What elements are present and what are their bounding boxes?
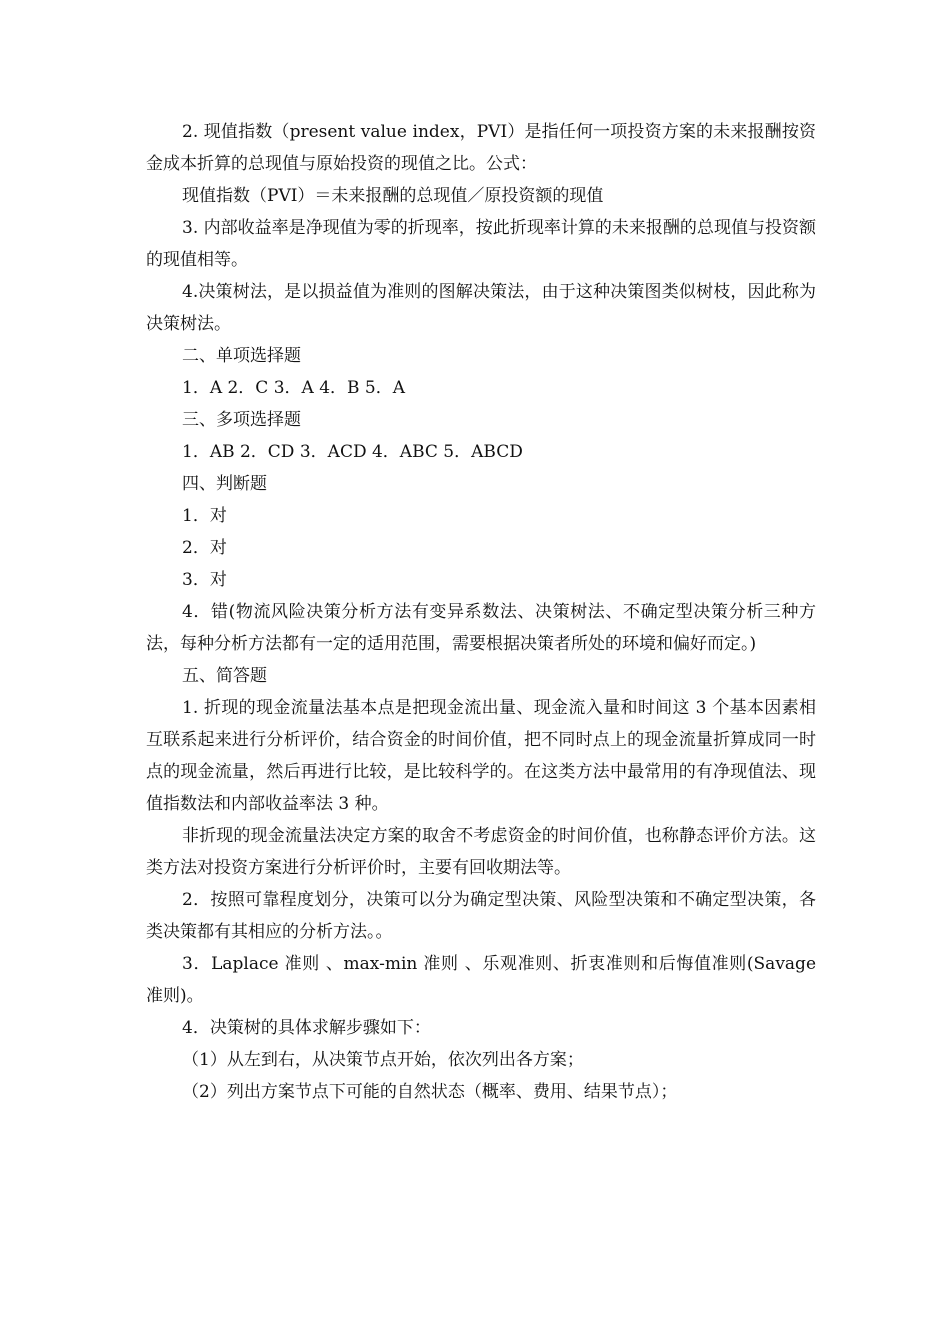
answers-single-choice: 1．A 2．C 3．A 4．B 5．A <box>182 378 406 398</box>
paragraph-pvi-definition: 2. 现值指数（present value index，PVI）是指任何一项投资方案的未来报酬按资金成本折算的总现值与原始投资的现值之比。公式： <box>146 122 816 174</box>
paragraph-irr-definition: 3. 内部收益率是净现值为零的折现率，按此折现率计算的未来报酬的总现值与投资额的现值相等。 <box>146 218 816 270</box>
answer-true-false-3: 3．对 <box>182 570 227 590</box>
paragraph-pvi-formula: 现值指数（PVI）＝未来报酬的总现值／原投资额的现值 <box>182 186 604 206</box>
section-heading-single-choice: 二、单项选择题 <box>182 346 301 366</box>
section-heading-short-answer: 五、简答题 <box>182 666 267 686</box>
answer-short-1-non-discounted: 非折现的现金流量法决定方案的取舍不考虑资金的时间价值，也称静态评价方法。这类方法对投资方案进行分析评价时，主要有回收期法等。 <box>146 826 816 878</box>
answer-short-4-step-2: （2）列出方案节点下可能的自然状态（概率、费用、结果节点）； <box>182 1082 678 1102</box>
answer-short-4-step-1: （1）从左到右，从决策节点开始，依次列出各方案； <box>182 1050 584 1070</box>
answer-true-false-2: 2．对 <box>182 538 227 558</box>
answer-true-false-4: 4．错(物流风险决策分析方法有变异系数法、决策树法、不确定型决策分析三种方法，每种分析方法都有一定的适用范围，需要根据决策者所处的环境和偏好而定。) <box>146 602 816 654</box>
answers-multiple-choice: 1．AB 2．CD 3．ACD 4．ABC 5．ABCD <box>182 442 523 462</box>
document-body <box>146 116 816 1108</box>
answer-short-4-intro: 4．决策树的具体求解步骤如下： <box>182 1018 431 1038</box>
section-heading-multiple-choice: 三、多项选择题 <box>182 410 301 430</box>
answer-short-3: 3．Laplace 准则 、max-min 准则 、乐观准则、折衷准则和后悔值准则(Savage 准则)。 <box>146 954 816 1006</box>
answer-short-2: 2．按照可靠程度划分，决策可以分为确定型决策、风险型决策和不确定型决策，各类决策都有其相应的分析方法。。 <box>146 890 816 942</box>
answer-true-false-1: 1．对 <box>182 506 227 526</box>
paragraph-decision-tree-definition: 4.决策树法，是以损益值为准则的图解决策法，由于这种决策图类似树枝，因此称为决策树法。 <box>146 282 816 334</box>
section-heading-true-false: 四、判断题 <box>182 474 267 494</box>
answer-short-1-discounted: 1. 折现的现金流量法基本点是把现金流出量、现金流入量和时间这 3 个基本因素相互联系起来进行分析评价，结合资金的时间价值，把不同时点上的现金流量折算成同一时点的现金流量，然后再进行比较，是比较科学的。在这类方法中最常用的有净现值法、现值指数法和内部收益率法 3 种。 <box>146 698 816 814</box>
